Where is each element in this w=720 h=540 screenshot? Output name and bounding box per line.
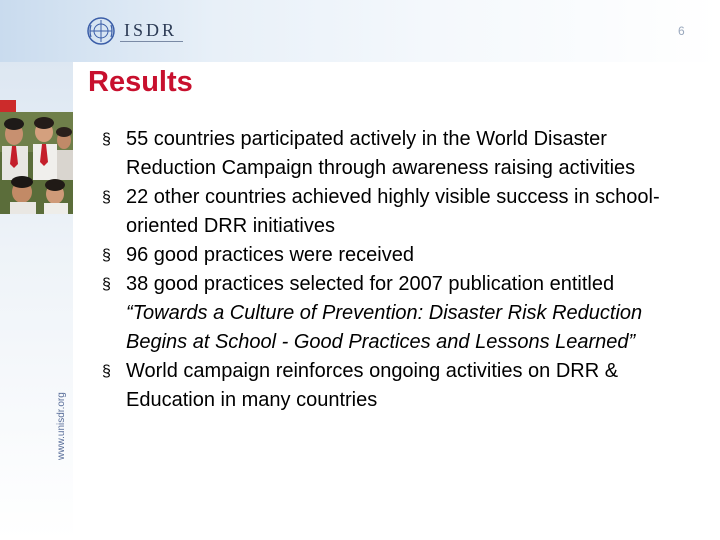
list-item	[88, 357, 698, 415]
page-number: 6	[678, 24, 685, 38]
bullet-marker-icon: §	[102, 276, 111, 293]
list-item	[88, 183, 698, 241]
bullet-text: World campaign reinforces ongoing activities on DRR & Education in many countries	[126, 360, 619, 411]
bullet-text: 55 countries participated actively in the World Disaster Reduction Campaign through awareness raising activities	[126, 128, 636, 179]
un-emblem-icon	[86, 16, 116, 46]
list-item	[88, 125, 698, 183]
schoolchildren-photo	[0, 112, 73, 214]
publication-title: “Towards a Culture of Prevention: Disaster Risk Reduction Begins at School - Good Practices and Lessons Learned”	[126, 302, 643, 353]
results-bullet-list	[88, 125, 698, 415]
slide-title: Results	[88, 66, 193, 98]
website-url: www.unisdr.org	[56, 392, 67, 460]
list-item	[88, 270, 698, 357]
bullet-text: 22 other countries achieved highly visible success in school-oriented DRR initiatives	[126, 186, 660, 237]
bullet-marker-icon: §	[102, 247, 111, 264]
logo-text: ISDR	[120, 20, 183, 42]
bullet-text: 38 good practices selected for 2007 publication entitled	[126, 273, 615, 295]
bullet-text: 96 good practices were received	[126, 244, 414, 266]
bullet-marker-icon: §	[102, 131, 111, 148]
list-item	[88, 241, 698, 270]
isdr-logo	[86, 14, 183, 48]
bullet-marker-icon: §	[102, 363, 111, 380]
bullet-marker-icon: §	[102, 189, 111, 206]
